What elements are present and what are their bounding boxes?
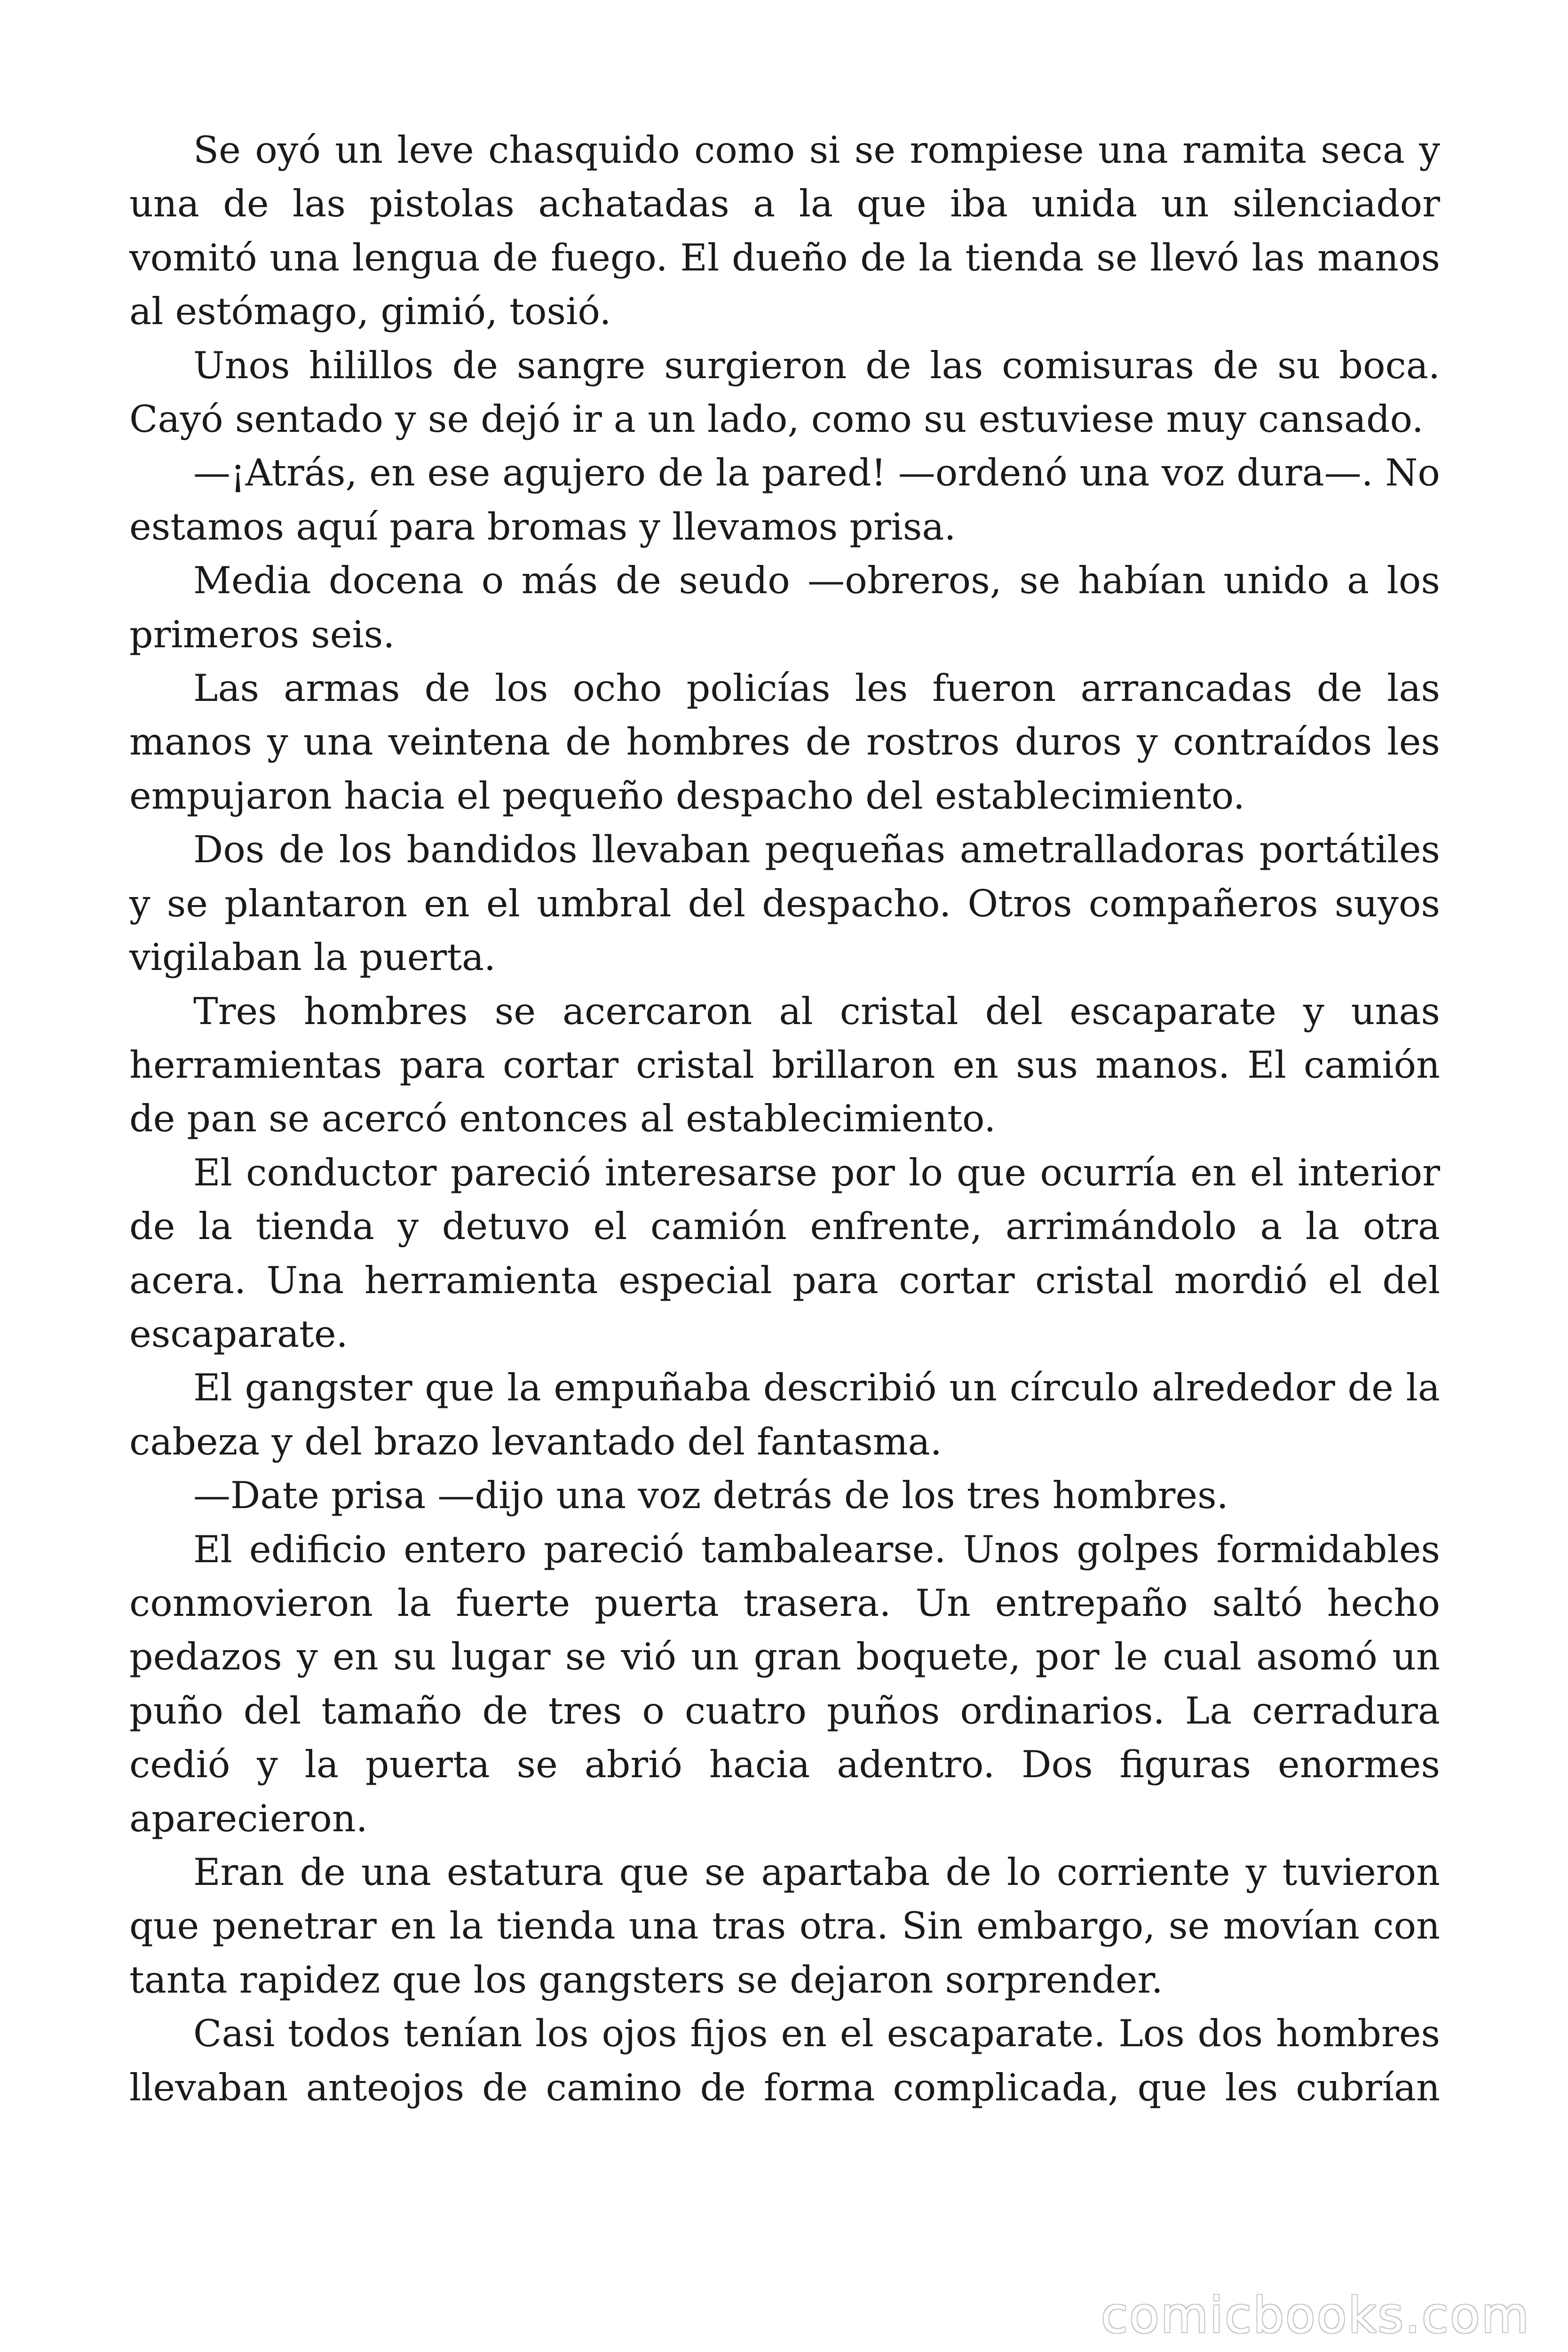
paragraph: Unos hilillos de sangre surgieron de las comisuras de su boca. Cayó sentado y se dejó ir a un lado, como su estuviese muy cansado. (129, 343, 1440, 441)
paragraph: —Date prisa —dijo una voz detrás de los tres hombres. (193, 1474, 1228, 1518)
paragraph: Tres hombres se acercaron al cristal del escaparate y unas herramientas para cortar cristal brillaron en sus manos. El camión de pan se acercó entonces al establecimiento. (129, 989, 1440, 1141)
paragraph: El edificio entero pareció tambalearse. Unos golpes formidables conmovieron la fuerte puerta trasera. Un entrepaño saltó hecho pedazos y en su lugar se vió un gran boquete, por le cual asomó un puño del tamaño de tres o cuatro puños ordinarios. La cerradura cedió y la puerta se abrió hacia adentro. Dos figuras enormes aparecieron. (129, 1527, 1440, 1840)
paragraph: El conductor pareció interesarse por lo que ocurría en el interior de la tienda y detuvo el camión enfrente, arrimándolo a la otra acera. Una herramienta especial para cortar cristal mordió el del escaparate. (129, 1151, 1440, 1356)
paragraph-continued: Casi todos tenían los ojos fijos en el escaparate. Los dos hombres llevaban anteojos de camino de forma complicada, que les cubrían (129, 2012, 1440, 2109)
paragraph: Eran de una estatura que se apartaba de lo corriente y tuvieron que penetrar en la tienda una tras otra. Sin embargo, se movían con tanta rapidez que los gangsters se dejaron sorprender. (129, 1851, 1440, 2002)
paragraph: Media docena o más de seudo —obreros, se habían unido a los primeros seis. (129, 559, 1440, 656)
paragraph: Dos de los bandidos llevaban pequeñas ametralladoras portátiles y se plantaron en el umbral del despacho. Otros compañeros suyos vigilaban la puerta. (129, 828, 1440, 979)
paragraph: Las armas de los ocho policías les fueron arrancadas de las manos y una veintena de hombres de rostros duros y contraídos les empujaron hacia el pequeño despacho del establecimiento. (129, 667, 1440, 818)
paragraph: Se oyó un leve chasquido como si se rompiese una ramita seca y una de las pistolas achatadas a la que iba unida un silenciador vomitó una lengua de fuego. El dueño de la tienda se llevó las manos al estómago, gimió, tosió. (129, 128, 1440, 334)
paragraph: —¡Atrás, en ese agujero de la pared! —ordenó una voz dura—. No estamos aquí para bromas y llevamos prisa. (129, 451, 1440, 548)
paragraph: El gangster que la empuñaba describió un círculo alrededor de la cabeza y del brazo levantado del fantasma. (129, 1366, 1440, 1463)
page-text (129, 123, 1440, 2114)
watermark: comicbooks.com (1101, 2287, 1530, 2344)
